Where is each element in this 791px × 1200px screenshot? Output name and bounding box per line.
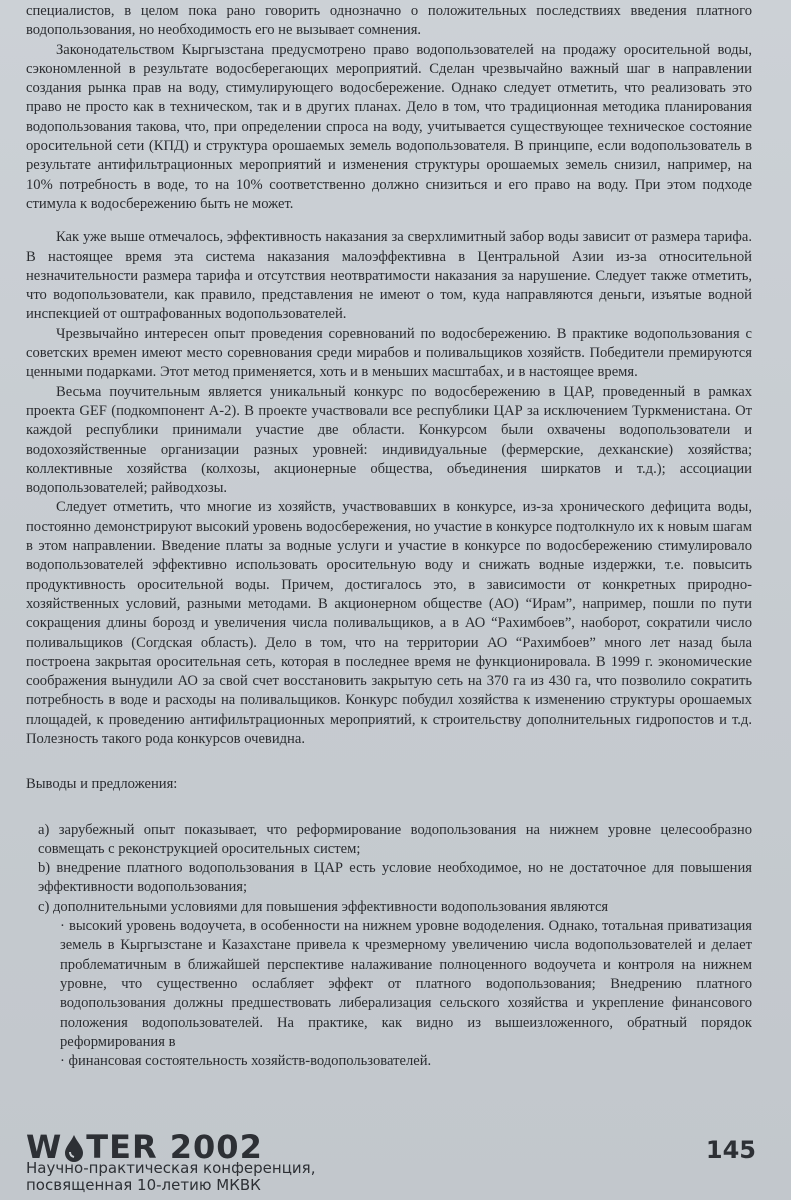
paragraph-3: Как уже выше отмечалось, эффективность наказания за сверхлимитный забор воды зависит от размера тарифа. В настоящее время эта система наказания малоэффективна в Центральной Азии из-за относительной незначительности размера тарифа и отсутствия неотвратимости наказания за нарушение. Следует также отметить, что водопользователи, как правило, представления не имеют о том, куда направляются деньги, изъятые водной инспекцией от оштрафованных водопользователей. [26, 229, 752, 323]
logo-text: TER 2002 [86, 1128, 263, 1166]
paragraph-6: Следует отметить, что многие из хозяйств, участвовавших в конкурсе, из-за хронического дефицита воды, постоянно демонстрируют высокий уровень водосбережения, но участие в конкурсе подтолкнуло их к новым шагам в этом направлении. Введение платы за водные услуги и участие в конкурсе по водосбережению стимулировало водопользователей эффективно использовать оросительную воду и снижать водные издержки, т.е. повысить продуктивность оросительной воды. Причем, достигалось это, в зависимости от конкретных природно-хозяйственных условий, разными методами. В акционерном обществе (АО) “Ирам”, например, пошли по пути сокращения длины борозд и увеличения числа поливальщиков, а в АО “Рахимбоев”, наоборот, сократили число поливальщиков (Согдская область). Дело в том, что на территории АО “Рахимбоев” много лет назад была построена закрытая оросительная сеть, которая в последнее время не функционировала. В 1999 г. экономические соображения вынудили АО за свой счет восстановить закрытую сеть на 370 га из 430 га, что позволило сократить потребность в воде и расходы на поливальщиков. Конкурс побудил хозяйства к изменению структуры орошаемых площадей, к проведению антифильтрационных мероприятий, к строительству дополнительных гидропостов и т.д. Полезность такого рода конкурсов очевидна. [26, 499, 752, 747]
conference-subtitle [26, 1160, 315, 1194]
body-text [26, 2, 752, 1071]
subtitle-line-1: Научно-практическая конференция, [26, 1159, 316, 1177]
conclusion-bullet-1: · высокий уровень водоучета, в особенности на нижнем уровне вододеления. Однако, тотальная приватизация земель в Кыргызстане и Казахстане привела к чрезмерному увеличению числа водопользователей и делает проблематичным в ближайшей перспективе налаживание полноценного водоучета и контроля на нижнем уровне, что существенно ослабляет эффект от платного водопользования; Внедрению платного водопользования должны предшествовать либерализация сельского хозяйства и укрепление финансового положения водопользователей. На практике, как видно из вышеизложенного, обратный порядок реформирования в [60, 918, 752, 1050]
water-drop-icon [63, 1134, 85, 1162]
conclusion-item-a: а) зарубежный опыт показывает, что реформирование водопользования на нижнем уровне целесообразно совмещать с реконструкцией оросительных систем; [38, 821, 752, 857]
subtitle-line-2: посвященная 10-летию МКВК [26, 1176, 261, 1194]
logo-letter-w: W [26, 1128, 63, 1166]
paragraph-2: Законодательством Кыргызстана предусмотрено право водопользователей на продажу оросительной воды, сэкономленной в результате водосберегающих мероприятий. Сделан чрезвычайно важный шаг в направлении создания рынка прав на воду, стимулирующего водосбережение. Однако следует отметить, что реализовать это право не просто как в техническом, так и в других планах. Дело в том, что традиционная методика планирования водопользования такова, что, при определении спроса на воду, учитывается существующее техническое состояние оросительной сети (КПД) и структура орошаемых земель водопользователя. В принципе, если водопользователь в результате антифильтрационных мероприятий и изменения структуры орошаемых земель снизил, например, на 10% потребность в воде, то на 10% соответственно должно снизиться и его право на воду. При этом подходе стимула к водосбережению быть не может. [26, 41, 752, 212]
page-footer [26, 1130, 756, 1200]
page-number: 145 [705, 1136, 756, 1164]
paragraph-4: Чрезвычайно интересен опыт проведения соревнований по водосбережению. В практике водопользования с советских времен имеют место соревнования среди мирабов и поливальщиков хозяйств. Победители премируются ценными подарками. Этот метод применяется, хоть и в меньших масштабах, и в настоящее время. [26, 325, 752, 381]
conclusion-bullet-2: · финансовая состоятельность хозяйств-водопользователей. [60, 1053, 432, 1070]
conclusions-heading: Выводы и предложения: [26, 776, 178, 793]
conclusion-item-b: b) внедрение платного водопользования в ЦАР есть условие необходимое, но не достаточное для повышения эффективности водопользования; [38, 860, 752, 896]
paragraph-1: специалистов, в целом пока рано говорить однозначно о положительных последствиях введения платного водопользования, но необходимость его не вызывает сомнения. [26, 3, 752, 39]
conclusion-item-c: c) дополнительными условиями для повышения эффективности водопользования являются [38, 898, 609, 915]
paragraph-5: Весьма поучительным является уникальный конкурс по водосбережению в ЦАР, проведенный в рамках проекта GEF (подкомпонент А-2). В проекте участвовали все республики ЦАР за исключением Туркменистана. От каждой республики принимали участие две области. Конкурсом были охвачены водопользователи и водохозяйственные организации разных уровней: индивидуальные (фермерские, дехканские) хозяйства; коллективные хозяйства (колхозы, акционерные общества, объединения ширкатов и т.д.); ассоциации водопользователей; райводхозы. [26, 383, 752, 497]
